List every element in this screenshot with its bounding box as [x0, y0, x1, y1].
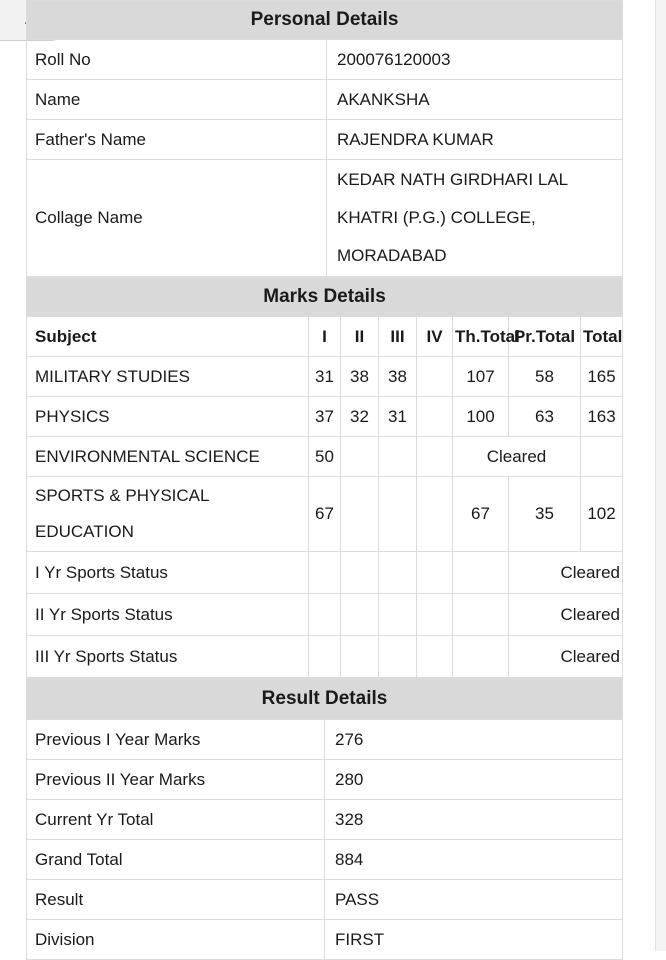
table-row [27, 920, 623, 960]
table-row [27, 800, 623, 840]
roll-no-label: Roll No [27, 40, 327, 80]
mark-iii [379, 437, 417, 477]
status-badge: Cleared [509, 636, 623, 678]
mark-ii [341, 477, 379, 552]
name-label: Name [27, 80, 327, 120]
status-badge: Cleared [509, 594, 623, 636]
personal-details-heading: Personal Details [27, 1, 623, 40]
college-name-line: MORADABAD [337, 246, 447, 265]
mark-i: 31 [309, 357, 341, 397]
prev-year2-label: Previous II Year Marks [27, 760, 325, 800]
division-value: FIRST [325, 920, 623, 960]
marks-details-heading: Marks Details [27, 278, 623, 317]
sports-status-label: III Yr Sports Status [27, 636, 309, 678]
table-row [27, 80, 623, 120]
grand-total-label: Grand Total [27, 840, 325, 880]
table-row [27, 160, 623, 277]
mark-i: 37 [309, 397, 341, 437]
table-row [27, 880, 623, 920]
table-row [27, 636, 623, 678]
mark-iii: 38 [379, 357, 417, 397]
grand-total-value: 884 [325, 840, 623, 880]
col-header-i: I [309, 317, 341, 357]
college-name-line: KHATRI (P.G.) COLLEGE, [337, 208, 536, 227]
result-card [26, 0, 622, 960]
result-details-heading: Result Details [27, 679, 623, 720]
col-header-total: Total [581, 317, 623, 357]
mark-iv [417, 397, 453, 437]
mark-ii [341, 437, 379, 477]
subject-name: PHYSICS [27, 397, 309, 437]
table-row [27, 477, 623, 552]
division-label: Division [27, 920, 325, 960]
table-row [27, 594, 623, 636]
col-header-ii: II [341, 317, 379, 357]
subject-name: ENVIRONMENTAL SCIENCE [27, 437, 309, 477]
mark-i: 67 [309, 477, 341, 552]
table-row [27, 357, 623, 397]
mark-total: 163 [581, 397, 623, 437]
prev-year2-value: 280 [325, 760, 623, 800]
col-header-subject: Subject [27, 317, 309, 357]
mark-i: 50 [309, 437, 341, 477]
mark-iv [417, 477, 453, 552]
mark-iii [379, 477, 417, 552]
status-badge: Cleared [453, 437, 581, 477]
result-label: Result [27, 880, 325, 920]
prev-year1-value: 276 [325, 720, 623, 760]
mark-iii: 31 [379, 397, 417, 437]
table-row [27, 840, 623, 880]
mark-ii: 32 [341, 397, 379, 437]
scrollbar[interactable] [655, 0, 666, 951]
result-details-table [26, 678, 623, 960]
sports-status-label: I Yr Sports Status [27, 552, 309, 594]
fathers-name-value: RAJENDRA KUMAR [327, 120, 623, 160]
college-name-line: KEDAR NATH GIRDHARI LAL [337, 170, 569, 189]
table-row [27, 552, 623, 594]
sports-status-label: II Yr Sports Status [27, 594, 309, 636]
current-total-value: 328 [325, 800, 623, 840]
table-row [27, 437, 623, 477]
table-row [27, 397, 623, 437]
mark-pr-total: 58 [509, 357, 581, 397]
table-row [27, 760, 623, 800]
mark-iv [417, 357, 453, 397]
mark-ii: 38 [341, 357, 379, 397]
col-header-iv: IV [417, 317, 453, 357]
prev-year1-label: Previous I Year Marks [27, 720, 325, 760]
marks-header-row [27, 317, 623, 357]
table-row [27, 40, 623, 80]
table-row [27, 120, 623, 160]
mark-th-total: 67 [453, 477, 509, 552]
mark-iv [417, 437, 453, 477]
mark-pr-total: 35 [509, 477, 581, 552]
personal-details-table [26, 0, 623, 277]
subject-name: MILITARY STUDIES [27, 357, 309, 397]
name-value: AKANKSHA [327, 80, 623, 120]
mark-pr-total: 63 [509, 397, 581, 437]
table-row [27, 720, 623, 760]
col-header-th-total: Th.Total [453, 317, 509, 357]
col-header-iii: III [379, 317, 417, 357]
fathers-name-label: Father's Name [27, 120, 327, 160]
col-header-pr-total: Pr.Total [509, 317, 581, 357]
subject-name [27, 477, 309, 552]
roll-no-value: 200076120003 [327, 40, 623, 80]
mark-th-total: 100 [453, 397, 509, 437]
current-total-label: Current Yr Total [27, 800, 325, 840]
marks-details-table [26, 277, 623, 678]
subject-name-line: SPORTS & PHYSICAL [35, 486, 210, 505]
mark-th-total: 107 [453, 357, 509, 397]
subject-name-line: EDUCATION [35, 522, 134, 541]
mark-total [581, 437, 623, 477]
college-name-label: Collage Name [27, 160, 327, 277]
result-value: PASS [325, 880, 623, 920]
mark-total: 102 [581, 477, 623, 552]
status-badge: Cleared [509, 552, 623, 594]
college-name-value [327, 160, 623, 277]
mark-total: 165 [581, 357, 623, 397]
